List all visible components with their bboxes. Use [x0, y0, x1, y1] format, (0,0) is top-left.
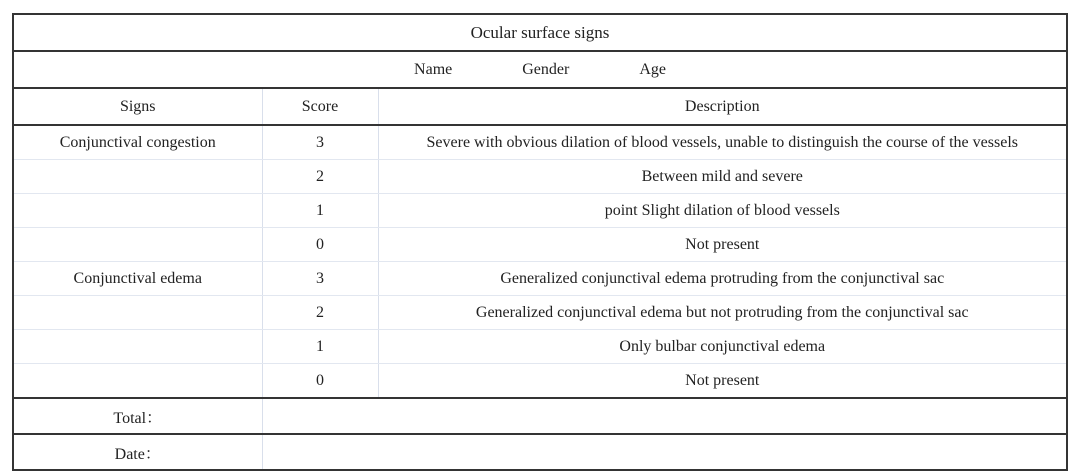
score-cell: 0 [262, 228, 378, 262]
gender-label: Gender [522, 60, 570, 78]
date-row [13, 434, 1067, 470]
table-row [13, 160, 1067, 194]
column-header-row [13, 88, 1067, 125]
table-row [13, 194, 1067, 228]
total-row [13, 398, 1067, 434]
description-cell: Generalized conjunctival edema but not protruding from the conjunctival sac [378, 296, 1067, 330]
table-title-row [13, 14, 1067, 51]
table-title: Ocular surface signs [13, 14, 1067, 51]
patient-info-row [13, 51, 1067, 88]
date-label: Date： [114, 445, 161, 463]
name-label: Name [414, 60, 453, 78]
description-cell: Severe with obvious dilation of blood vessels, unable to distinguish the course of the vessels [378, 125, 1067, 160]
score-cell: 0 [262, 364, 378, 399]
description-cell: point Slight dilation of blood vessels [378, 194, 1067, 228]
sign-cell [13, 296, 262, 330]
table-row [13, 330, 1067, 364]
sign-cell [13, 160, 262, 194]
sign-cell: Conjunctival edema [13, 262, 262, 296]
score-cell: 3 [262, 125, 378, 160]
sign-cell: Conjunctival congestion [13, 125, 262, 160]
table-row [13, 228, 1067, 262]
age-label: Age [639, 60, 666, 78]
description-cell: Not present [378, 364, 1067, 399]
score-cell: 2 [262, 160, 378, 194]
description-column-header: Description [378, 88, 1067, 125]
patient-info-cell[interactable] [13, 51, 1067, 88]
score-cell: 1 [262, 330, 378, 364]
table-row [13, 262, 1067, 296]
score-cell: 2 [262, 296, 378, 330]
ocular-surface-signs-table [12, 13, 1068, 471]
description-cell: Not present [378, 228, 1067, 262]
sign-cell [13, 194, 262, 228]
score-cell: 3 [262, 262, 378, 296]
table-row [13, 364, 1067, 399]
sign-cell [13, 228, 262, 262]
description-cell: Between mild and severe [378, 160, 1067, 194]
table-row [13, 125, 1067, 160]
patient-info-labels [20, 61, 1060, 79]
score-cell: 1 [262, 194, 378, 228]
table-row [13, 296, 1067, 330]
sign-cell [13, 330, 262, 364]
score-column-header: Score [262, 88, 378, 125]
sign-cell [13, 364, 262, 399]
total-label: Total： [13, 398, 262, 434]
description-cell: Generalized conjunctival edema protruding from the conjunctival sac [378, 262, 1067, 296]
description-cell: Only bulbar conjunctival edema [378, 330, 1067, 364]
signs-column-header: Signs [13, 88, 262, 125]
total-value-cell[interactable] [262, 398, 1067, 434]
date-value-cell[interactable] [262, 434, 1067, 470]
